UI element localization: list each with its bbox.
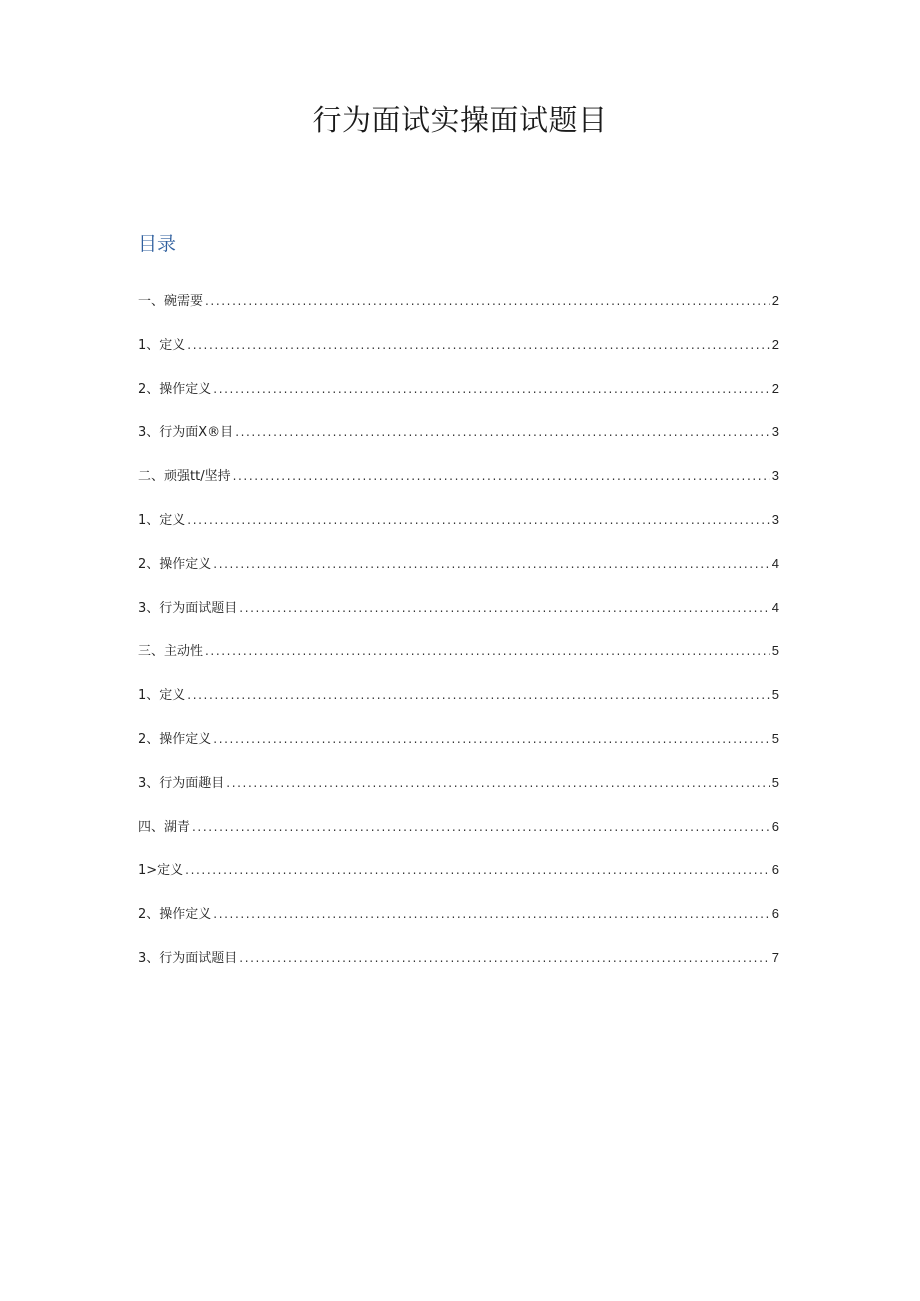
toc-dot-leader bbox=[233, 466, 770, 486]
toc-entry-text: 3、行为面试题目 bbox=[138, 600, 238, 616]
toc-page-number: 5 bbox=[771, 687, 779, 703]
toc-entry-text: 1、定义 bbox=[138, 337, 186, 353]
toc-dot-leader bbox=[239, 598, 769, 618]
toc-page-number: 3 bbox=[771, 424, 779, 440]
toc-entry-text: 三、主动性 bbox=[138, 644, 204, 660]
toc-entry-text: 3、行为面趣目 bbox=[138, 775, 225, 791]
toc-dot-leader bbox=[213, 379, 769, 399]
toc-entry[interactable] bbox=[138, 948, 779, 992]
toc-entry-text: 1、定义 bbox=[138, 512, 186, 528]
toc-entry[interactable] bbox=[138, 729, 779, 773]
toc-dot-leader bbox=[226, 773, 769, 793]
toc-page-number: 5 bbox=[771, 730, 779, 746]
toc-entry[interactable] bbox=[138, 860, 779, 904]
toc-page-number: 6 bbox=[771, 818, 779, 834]
toc-entry[interactable] bbox=[138, 510, 779, 554]
toc-entry-text: 1>定义 bbox=[138, 863, 184, 879]
toc-page-number: 2 bbox=[771, 293, 779, 308]
toc-list bbox=[138, 291, 779, 992]
toc-page-number: 5 bbox=[771, 643, 779, 659]
toc-entry-text: 2、操作定义 bbox=[138, 381, 212, 397]
toc-page-number: 4 bbox=[771, 555, 779, 571]
toc-page-number: 2 bbox=[771, 336, 779, 352]
toc-dot-leader bbox=[213, 554, 769, 574]
toc-page-number: 6 bbox=[771, 906, 779, 922]
toc-entry-text: 2、操作定义 bbox=[138, 556, 212, 572]
toc-entry[interactable] bbox=[138, 598, 779, 642]
toc-entry[interactable] bbox=[138, 904, 779, 948]
toc-entry[interactable] bbox=[138, 422, 779, 466]
toc-dot-leader bbox=[185, 860, 770, 880]
toc-dot-leader bbox=[239, 948, 769, 968]
toc-page-number: 3 bbox=[771, 468, 779, 484]
toc-entry-text: 1、定义 bbox=[138, 688, 186, 704]
toc-dot-leader bbox=[187, 685, 769, 705]
toc-entry[interactable] bbox=[138, 685, 779, 729]
toc-page-number: 3 bbox=[771, 511, 779, 527]
document-title: 行为面试实操面试题目 bbox=[312, 103, 608, 137]
toc-dot-leader bbox=[205, 641, 770, 661]
toc-dot-leader bbox=[187, 335, 769, 355]
toc-entry-text: 3、行为面试题目 bbox=[138, 950, 238, 966]
toc-dot-leader bbox=[213, 904, 769, 924]
toc-entry[interactable] bbox=[138, 379, 779, 423]
toc-dot-leader bbox=[205, 291, 770, 311]
toc-entry-text: 四、湖青 bbox=[138, 819, 191, 835]
toc-dot-leader bbox=[192, 817, 770, 837]
toc-dot-leader bbox=[213, 729, 769, 749]
toc-page-number: 6 bbox=[771, 862, 779, 878]
toc-page-number: 4 bbox=[771, 599, 779, 615]
toc-entry[interactable] bbox=[138, 466, 779, 510]
toc-entry-text: 3、行为面X®目 bbox=[138, 425, 234, 441]
toc-heading: 目录 bbox=[138, 233, 177, 255]
toc-page-number: 2 bbox=[771, 380, 779, 396]
toc-dot-leader bbox=[187, 510, 769, 530]
toc-page-number: 5 bbox=[771, 774, 779, 790]
toc-entry-text: 二、顽强tt/坚持 bbox=[138, 469, 231, 485]
toc-entry-text: 2、操作定义 bbox=[138, 907, 212, 923]
toc-entry[interactable] bbox=[138, 291, 779, 335]
toc-entry[interactable] bbox=[138, 817, 779, 861]
toc-entry[interactable] bbox=[138, 554, 779, 598]
toc-page-number: 7 bbox=[771, 949, 779, 965]
toc-dot-leader bbox=[235, 422, 770, 442]
toc-entry[interactable] bbox=[138, 773, 779, 817]
toc-entry-text: 一、碗需要 bbox=[138, 294, 204, 309]
toc-entry-text: 2、操作定义 bbox=[138, 731, 212, 747]
toc-entry[interactable] bbox=[138, 335, 779, 379]
toc-entry[interactable] bbox=[138, 641, 779, 685]
